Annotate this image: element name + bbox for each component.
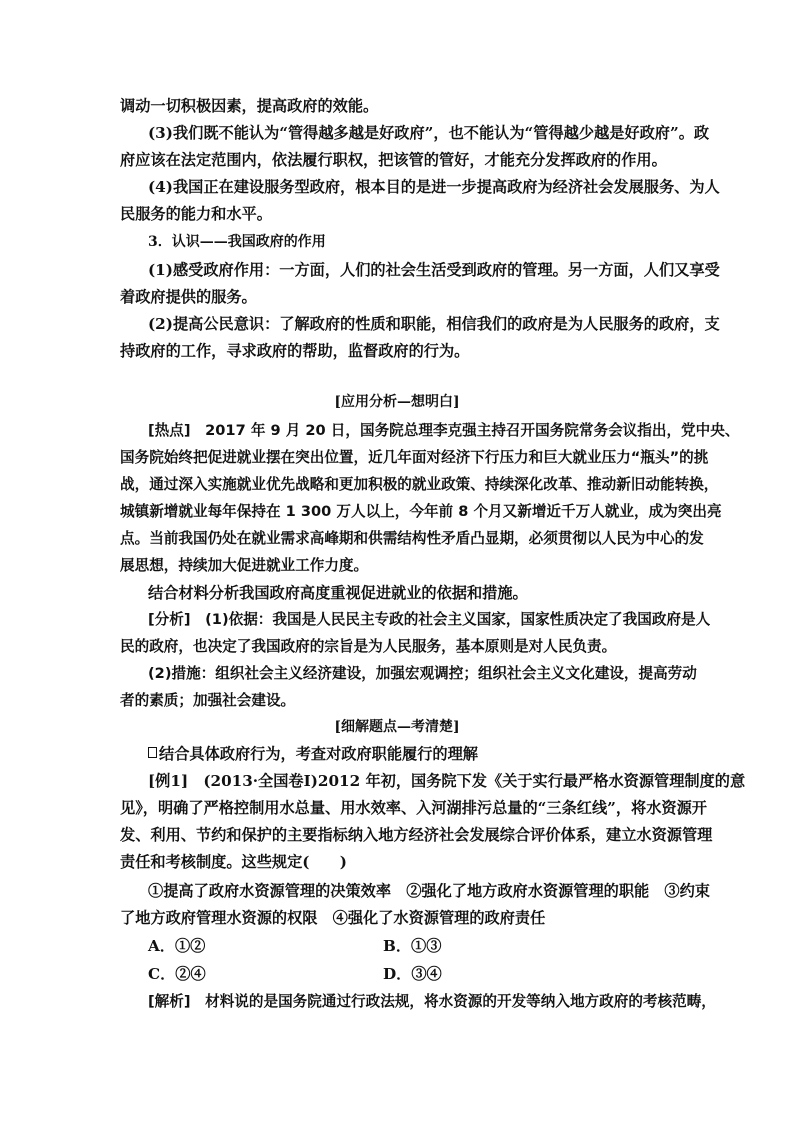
text-line: 持政府的工作，寻求政府的帮助，监督政府的行为。: [120, 342, 470, 360]
topic-line: [148, 743, 478, 765]
option-d: D．③④: [383, 965, 442, 983]
square-bullet-icon: [148, 747, 157, 758]
example-line: ①提高了政府水资源管理的决策效率 ②强化了地方政府水资源管理的职能 ③约束: [148, 882, 710, 900]
text-line: (3)我们既不能认为“管得越多越是好政府”，也不能认为“管得越少越是好政府”。政: [148, 124, 710, 142]
example-line: 发、利用、节约和保护的主要指标纳入地方经济社会发展综合评价体系，建立水资源管理: [120, 826, 713, 844]
option-c: C．②④: [148, 965, 206, 983]
topic-text: 结合具体政府行为，考查对政府职能履行的理解: [159, 745, 478, 763]
analysis-line: [分析] (1)依据：我国是人民民主专政的社会主义国家，国家性质决定了我国政府是人: [148, 611, 711, 628]
text-line: (2)提高公民意识：了解政府的性质和职能，相信我们的政府是为人民服务的政府，支: [148, 315, 720, 333]
option-b: B．①③: [383, 937, 442, 955]
example-line: 见》，明确了严格控制用水总量、用水效率、入河湖排污总量的“三条红线”，将水资源开: [120, 799, 707, 817]
analysis-line: 民的政府，也决定了我国政府的宗旨是为人民服务，基本原则是对人民负责。: [120, 638, 617, 655]
hot-line: 点。当前我国仍处在就业需求高峰期和供需结构性矛盾凸显期，必须贯彻以人民为中心的发: [120, 530, 704, 547]
explain-line: [解析] 材料说的是国务院通过行政法规，将水资源的开发等纳入地方政府的考核范畴，: [148, 993, 716, 1010]
question-text: 结合材料分析我国政府高度重视促进就业的依据和措施。: [148, 584, 528, 602]
example-line: [例1] (2013·全国卷Ⅰ)2012 年初，国务院下发《关于实行最严格水资源管理制度的意: [148, 772, 746, 790]
analysis-line: 者的素质；加强社会建设。: [120, 692, 296, 709]
apply-heading: [应用分析—想明白]: [334, 394, 460, 410]
text-line: 府应该在法定范围内，依法履行职权，把该管的管好，才能充分发挥政府的作用。: [120, 151, 667, 169]
example-line: 了地方政府管理水资源的权限 ④强化了水资源管理的政府责任: [120, 909, 546, 927]
hot-line: 城镇新增就业每年保持在 1 300 万人以上，今年前 8 个月又新增近千万人就业，成为突出亮: [120, 503, 722, 520]
text-line: 民服务的能力和水平。: [120, 205, 272, 223]
hot-line: 国务院始终把促进就业摆在突出位置，近几年面对经济下行压力和巨大就业压力“瓶头”的挑: [120, 449, 709, 466]
hot-line: [热点] 2017 年 9 月 20 日，国务院总理李克强主持召开国务院常务会议指出，党中央、: [148, 422, 740, 439]
text-line: 调动一切积极因素，提高政府的效能。: [120, 97, 379, 115]
text-line: 着政府提供的服务。: [120, 288, 257, 306]
analysis-line: (2)措施：组织社会主义经济建设，加强宏观调控；组织社会主义文化建设，提高劳动: [148, 665, 697, 682]
text-line: (1)感受政府作用：一方面，人们的社会生活受到政府的管理。另一方面，人们又享受: [148, 261, 720, 279]
hot-line: 战，通过深入实施就业优先战略和更加积极的就业政策、持续深化改革、推动新旧动能转换，: [120, 476, 719, 493]
option-a: A．①②: [148, 937, 206, 955]
text-line: (4)我国正在建设服务型政府，根本目的是进一步提高政府为经济社会发展服务、为人: [148, 178, 720, 196]
detail-heading: [细解题点—考清楚]: [334, 719, 460, 735]
hot-line: 展思想，持续加大促进就业工作力度。: [120, 557, 369, 574]
section-heading: 3．认识——我国政府的作用: [148, 234, 326, 250]
example-line: 责任和考核制度。这些规定( ): [120, 853, 347, 871]
